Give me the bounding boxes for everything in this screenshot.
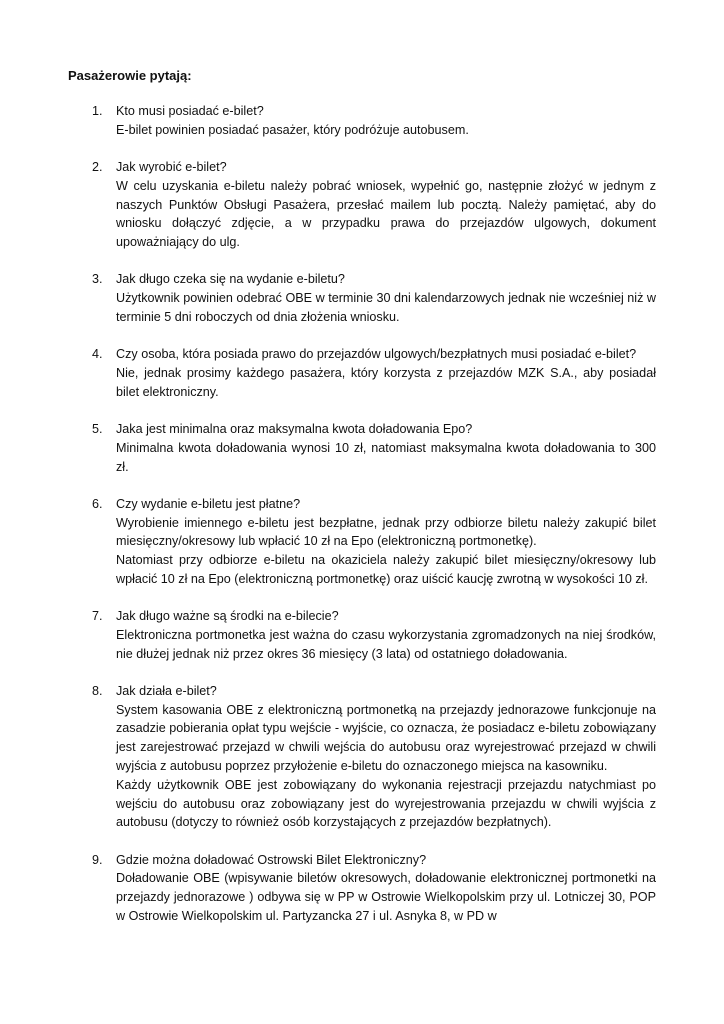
faq-item — [92, 682, 656, 832]
faq-item-number: 6. — [92, 496, 103, 511]
faq-question: Jak działa e-bilet? — [116, 683, 217, 698]
faq-answer: Użytkownik powinien odebrać OBE w terminie 30 dni kalendarzowych jednak nie wcześniej niż w terminie 5 dni roboczych od dnia złożenia wniosku. — [116, 291, 656, 324]
faq-item — [92, 158, 656, 252]
faq-item — [92, 420, 656, 476]
faq-question: Gdzie można doładować Ostrowski Bilet Elektroniczny? — [116, 852, 427, 867]
faq-list — [92, 102, 656, 944]
faq-answer: System kasowania OBE z elektroniczną portmonetką na przejazdy jednorazowe funkcjonuje na zasadzie pobierania opłat typu wejście - wyjście, co oznacza, że posiadacz e-biletu zobowiązany jest zarejestrować przejazd w chwili wejścia do autobusu oraz wyrejestrować przejazd w chwili wyjścia z autobusu poprzez przyłożenie e-biletu do oznaczonego miejsca na kasowniku. — [116, 702, 656, 774]
faq-item-number: 9. — [92, 852, 103, 867]
faq-item — [92, 102, 656, 140]
faq-answer: Doładowanie OBE (wpisywanie biletów okresowych, doładowanie elektronicznej portmonetki na przejazdy jednorazowe ) odbywa się w PP w Ostrowie Wielkopolskim przy ul. Lotniczej 30, POP w Ostrowie Wielkopolskim ul. Partyzancka 27 i ul. Asnyka 8, w PD w — [116, 871, 656, 924]
faq-item-number: 4. — [92, 347, 103, 362]
faq-question: Jak wyrobić e-bilet? — [116, 159, 227, 174]
faq-question: Jaka jest minimalna oraz maksymalna kwota doładowania Epo? — [116, 421, 473, 436]
faq-item — [92, 851, 656, 926]
faq-item-number: 8. — [92, 683, 103, 698]
faq-item-number: 3. — [92, 272, 103, 287]
faq-item — [92, 270, 656, 326]
faq-item — [92, 495, 656, 589]
faq-answer: Nie, jednak prosimy każdego pasażera, który korzysta z przejazdów MZK S.A., aby posiadał bilet elektroniczny. — [116, 365, 656, 399]
faq-answer: Natomiast przy odbiorze e-biletu na okaziciela należy zakupić bilet miesięczny/okresowy lub wpłacić 10 zł na Epo (elektroniczną portmonetkę) oraz uiścić kaucję zwrotną w wysokości 10 zł. — [116, 553, 656, 586]
faq-answer: Wyrobienie imiennego e-biletu jest bezpłatne, jednak przy odbiorze biletu należy zakupić bilet miesięczny/okresowy lub wpłacić 10 zł na Epo (elektroniczną portmonetkę). — [116, 515, 656, 549]
faq-item-number: 1. — [92, 104, 103, 118]
faq-item — [92, 607, 656, 663]
faq-item-number: 7. — [92, 609, 103, 624]
faq-answer: Elektroniczna portmonetka jest ważna do czasu wykorzystania zgromadzonych na niej środków, nie dłużej jednak niż przez okres 36 miesięcy (3 lata) od ostatniego doładowania. — [116, 627, 656, 661]
faq-item-number: 2. — [92, 159, 103, 174]
faq-question: Jak długo czeka się na wydanie e-biletu? — [116, 272, 345, 287]
faq-answer: W celu uzyskania e-biletu należy pobrać wniosek, wypełnić go, następnie złożyć w jednym z naszych Punktów Obsługi Pasażera, przesłać mailem lub pocztą. Należy pamiętać, aby do wniosku dołączyć zdjęcie, a w przypadku prawa do przejazdów ulgowych, dokument upoważniający do ulg. — [116, 178, 656, 250]
faq-question: Jak długo ważne są środki na e-bilecie? — [116, 609, 339, 624]
faq-item — [92, 345, 656, 401]
faq-question: Kto musi posiadać e-bilet? — [116, 104, 264, 118]
faq-item-number: 5. — [92, 421, 103, 436]
faq-question: Czy osoba, która posiada prawo do przejazdów ulgowych/bezpłatnych musi posiadać e-bilet? — [116, 347, 637, 362]
faq-answer: E-bilet powinien posiadać pasażer, który podróżuje autobusem. — [116, 122, 469, 137]
page-title: Pasażerowie pytają: — [68, 68, 192, 83]
faq-answer: Minimalna kwota doładowania wynosi 10 zł, natomiast maksymalna kwota doładowania to 300 zł. — [116, 440, 656, 474]
faq-question: Czy wydanie e-biletu jest płatne? — [116, 496, 301, 511]
faq-answer: Każdy użytkownik OBE jest zobowiązany do wykonania rejestracji przejazdu natychmiast po wejściu do autobusu oraz zobowiązany jest do wyrejestrowania przejazdu w chwili wyjścia z autobusu (dotyczy to również osób korzystających z przejazdów bezpłatnych). — [116, 777, 656, 830]
